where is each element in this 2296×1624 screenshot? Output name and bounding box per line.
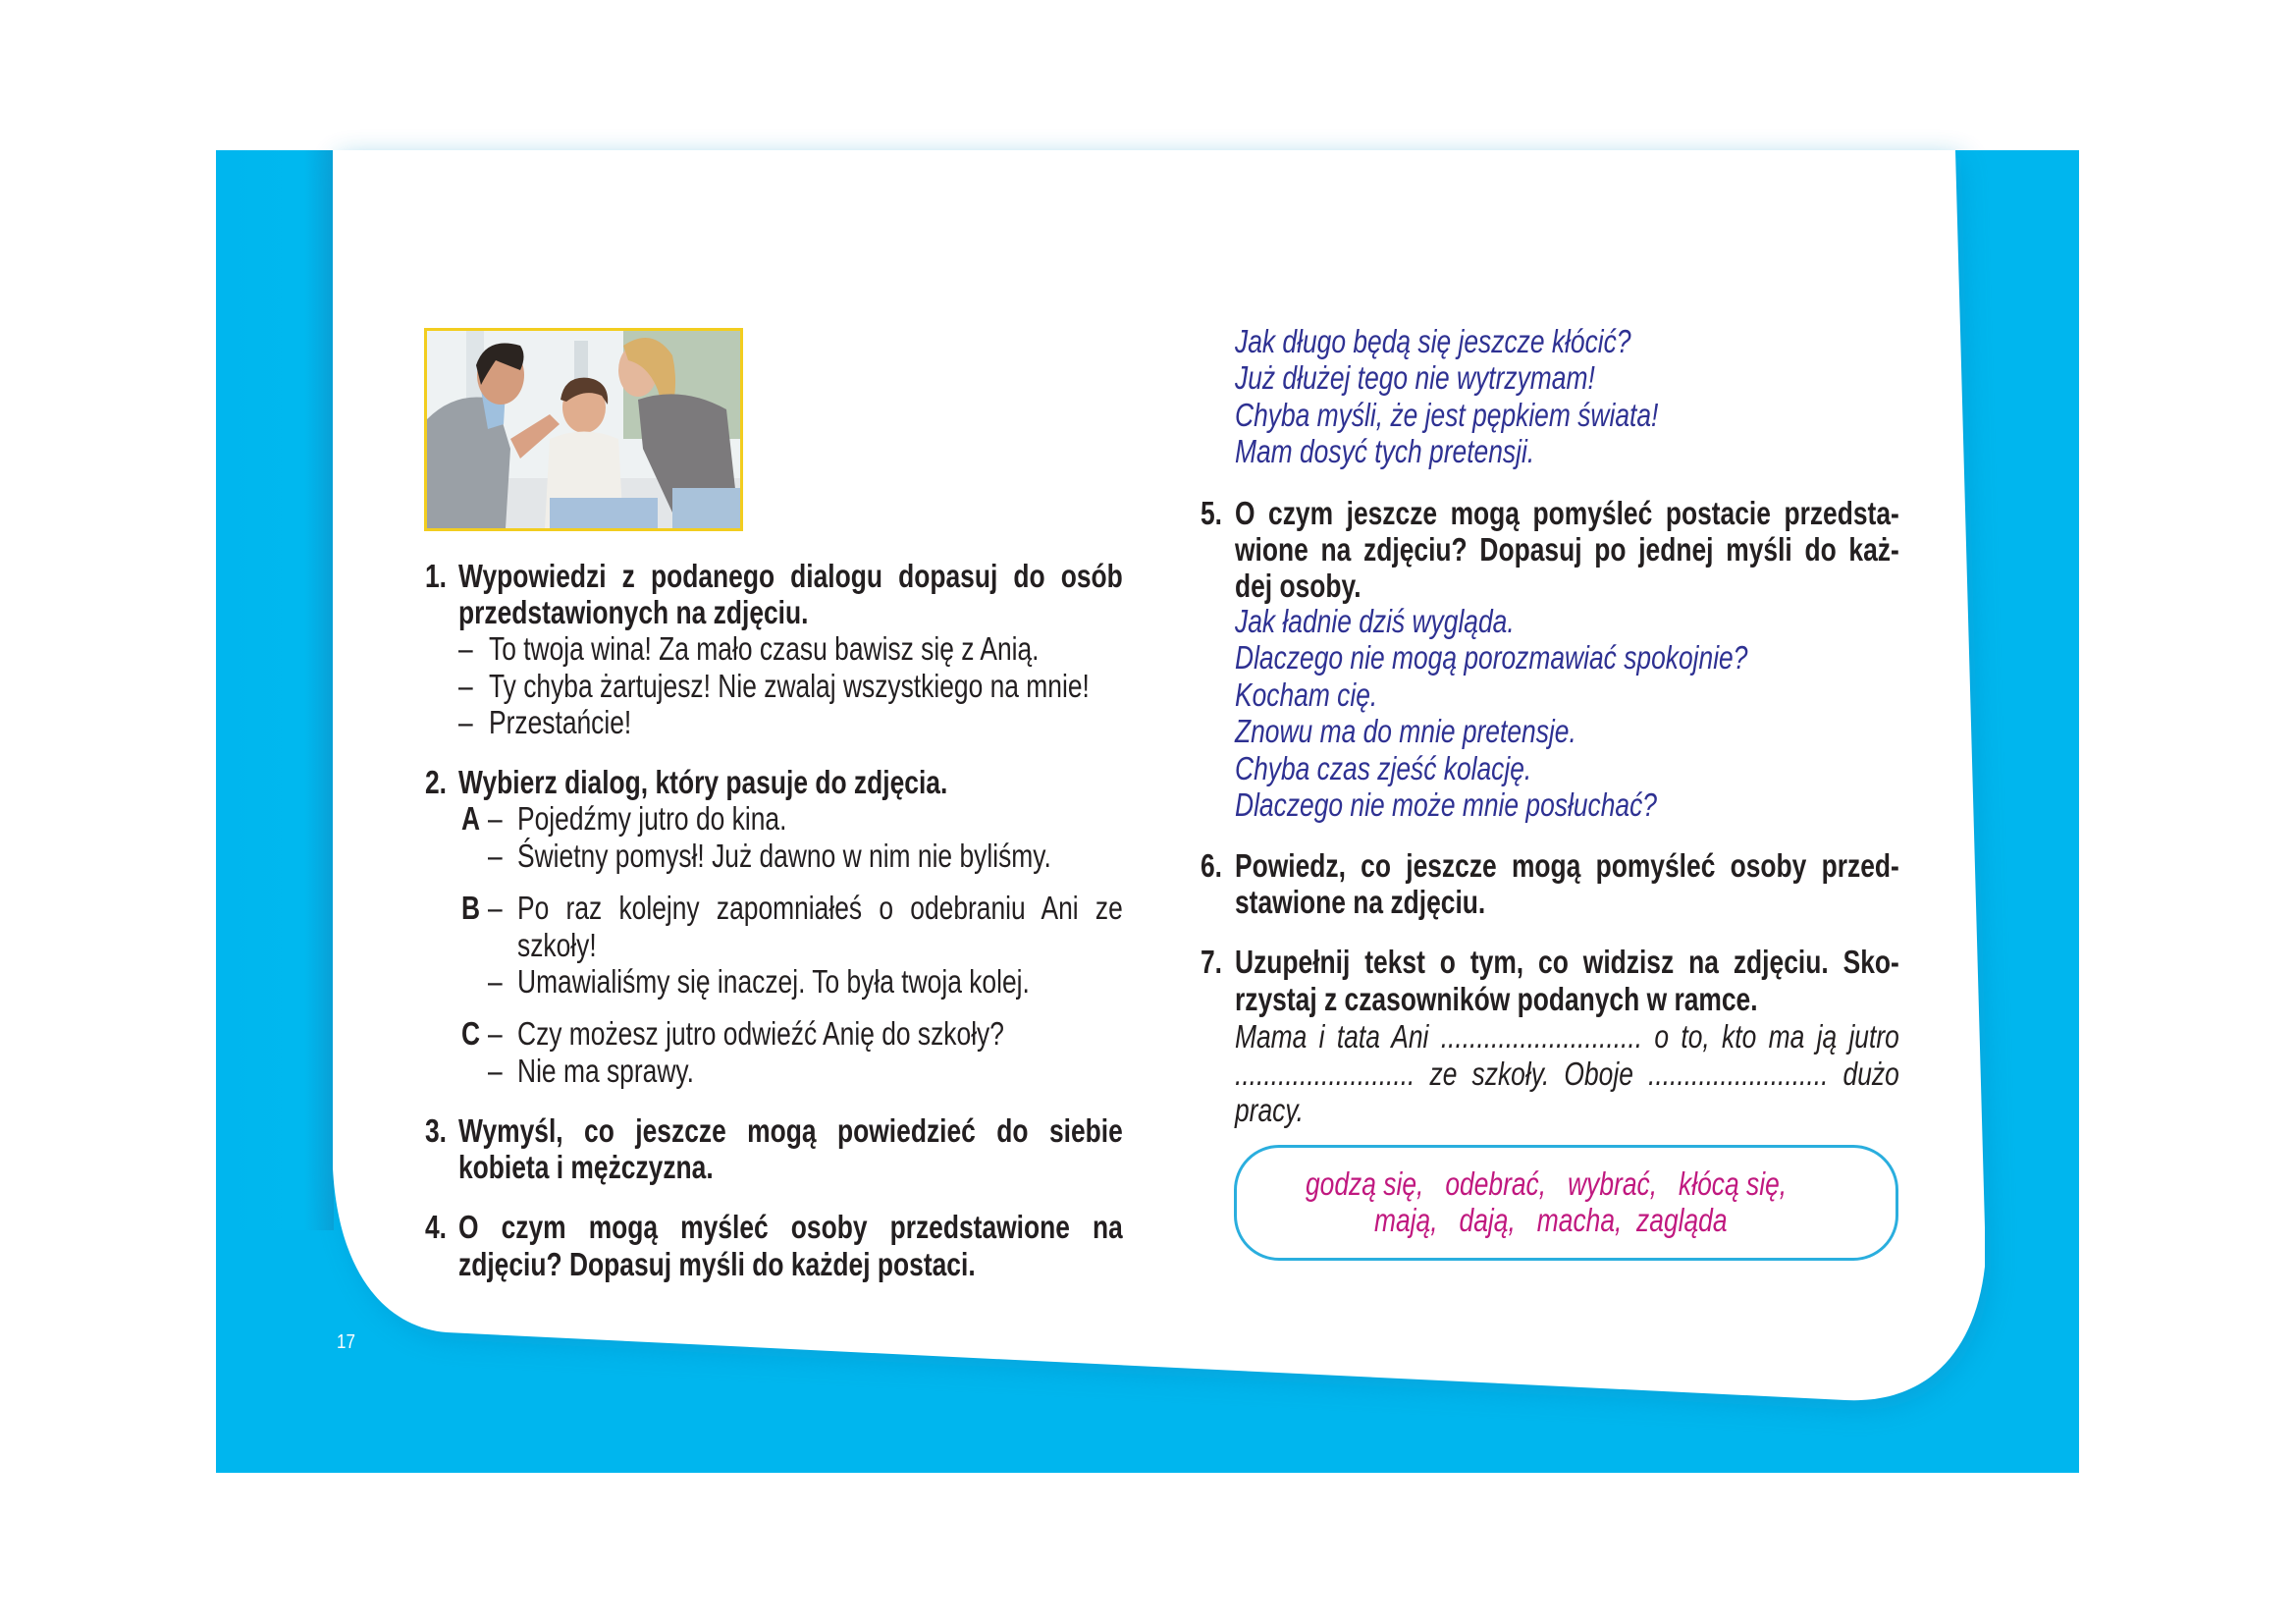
page-number: 17: [337, 1331, 355, 1353]
dialog-c-letter: C: [461, 1015, 481, 1052]
exercise-1-dialog-line: Przestańcie!: [489, 704, 632, 740]
word-bank-line-1: godzą się, odebrać, wybrać, kłócą się,: [1306, 1165, 1788, 1202]
exercise-6-instruction-line-2: stawione na zdjęciu.: [1235, 884, 1486, 920]
thought-line: Kocham cię.: [1235, 677, 1378, 713]
exercise-3-number: 3.: [425, 1112, 448, 1149]
dialog-a-reply: Świetny pomysł! Już dawno w nim nie byliśmy.: [517, 838, 1051, 874]
dash-marker: –: [488, 1053, 503, 1089]
photo-illustration: [427, 331, 740, 528]
dash-marker: –: [488, 838, 503, 874]
exercise-7-number: 7.: [1201, 944, 1223, 980]
exercise-4-instruction-line-2: zdjęciu? Dopasuj myśli do każdej postaci.: [458, 1246, 976, 1282]
dialog-a-line-1: Pojedźmy jutro do kina.: [517, 800, 787, 837]
dash-marker: –: [458, 704, 473, 740]
thought-line: Dlaczego nie może mnie posłuchać?: [1235, 786, 1657, 823]
thought-line: Znowu ma do mnie pretensje.: [1235, 713, 1576, 749]
fill-in-text-line-1: Mama i tata Ani ............................ o to, kto ma ją jutro: [1235, 1018, 1899, 1055]
dash-marker: –: [488, 890, 503, 926]
dialog-b-line-1-continued: szkoły!: [517, 927, 597, 963]
dash-marker: –: [458, 630, 473, 667]
exercise-1-dialog-line: To twoja wina! Za mało czasu bawisz się z Anią.: [489, 630, 1040, 667]
dialog-b-reply: Umawialiśmy się inaczej. To była twoja kolej.: [517, 963, 1030, 1000]
thought-line: Jak ładnie dziś wygląda.: [1235, 603, 1515, 639]
exercise-3-instruction-line-2: kobieta i mężczyzna.: [458, 1149, 714, 1185]
dialog-b-letter: B: [461, 890, 481, 926]
exercise-2-instruction: Wybierz dialog, który pasuje do zdjęcia.: [458, 764, 948, 800]
exercise-1-dialog-line: Ty chyba żartujesz! Nie zwalaj wszystkiego na mnie!: [489, 668, 1090, 704]
fill-in-text-line-3: pracy.: [1235, 1092, 1304, 1128]
thought-line: Chyba myśli, że jest pępkiem świata!: [1235, 397, 1659, 433]
exercise-5-instruction-line-3: dej osoby.: [1235, 568, 1362, 604]
exercise-6-instruction-line-1: Powiedz, co jeszcze mogą pomyśleć osoby przed-: [1235, 847, 1899, 884]
exercise-7-instruction-line-1: Uzupełnij tekst o tym, co widzisz na zdjęciu. Sko-: [1235, 944, 1899, 980]
thought-line: Jak długo będą się jeszcze kłócić?: [1235, 323, 1631, 359]
dash-marker: –: [488, 963, 503, 1000]
exercise-5-number: 5.: [1201, 495, 1223, 531]
exercise-2-number: 2.: [425, 764, 448, 800]
thought-line: Chyba czas zjeść kolację.: [1235, 750, 1532, 786]
dash-marker: –: [458, 668, 473, 704]
family-argument-photo: [424, 328, 743, 531]
thought-line: Dlaczego nie mogą porozmawiać spokojnie?: [1235, 639, 1748, 676]
dash-marker: –: [488, 800, 503, 837]
exercise-4-instruction-line-1: O czym mogą myśleć osoby przedstawione na: [458, 1209, 1123, 1245]
fill-in-text-line-2: ......................... ze szkoły. Oboje ......................... dużo: [1235, 1056, 1899, 1092]
dialog-a-letter: A: [461, 800, 481, 837]
exercise-1-instruction-line-2: przedstawionych na zdjęciu.: [458, 594, 809, 630]
dialog-b-line-1: Po raz kolejny zapomniałeś o odebraniu Ani ze: [517, 890, 1123, 926]
exercise-1-instruction-line-1: Wypowiedzi z podanego dialogu dopasuj do osób: [458, 558, 1123, 594]
exercise-5-instruction-line-2: wione na zdjęciu? Dopasuj po jednej myśli do każ-: [1235, 531, 1899, 568]
thought-line: Mam dosyć tych pretensji.: [1235, 433, 1535, 469]
blue-panel-left-shade: [216, 150, 334, 1230]
exercise-7-instruction-line-2: rzystaj z czasowników podanych w ramce.: [1235, 981, 1758, 1017]
exercise-6-number: 6.: [1201, 847, 1223, 884]
exercise-5-instruction-line-1: O czym jeszcze mogą pomyśleć postacie przedsta-: [1235, 495, 1899, 531]
thought-line: Już dłużej tego nie wytrzymam!: [1235, 359, 1595, 396]
exercise-4-number: 4.: [425, 1209, 448, 1245]
dash-marker: –: [488, 1015, 503, 1052]
dialog-c-line-1: Czy możesz jutro odwieźć Anię do szkoły?: [517, 1015, 1004, 1052]
word-bank-line-2: mają, dają, macha, zagląda: [1374, 1202, 1728, 1238]
exercise-1-number: 1.: [425, 558, 448, 594]
exercise-3-instruction-line-1: Wymyśl, co jeszcze mogą powiedzieć do siebie: [458, 1112, 1123, 1149]
dialog-c-reply: Nie ma sprawy.: [517, 1053, 694, 1089]
